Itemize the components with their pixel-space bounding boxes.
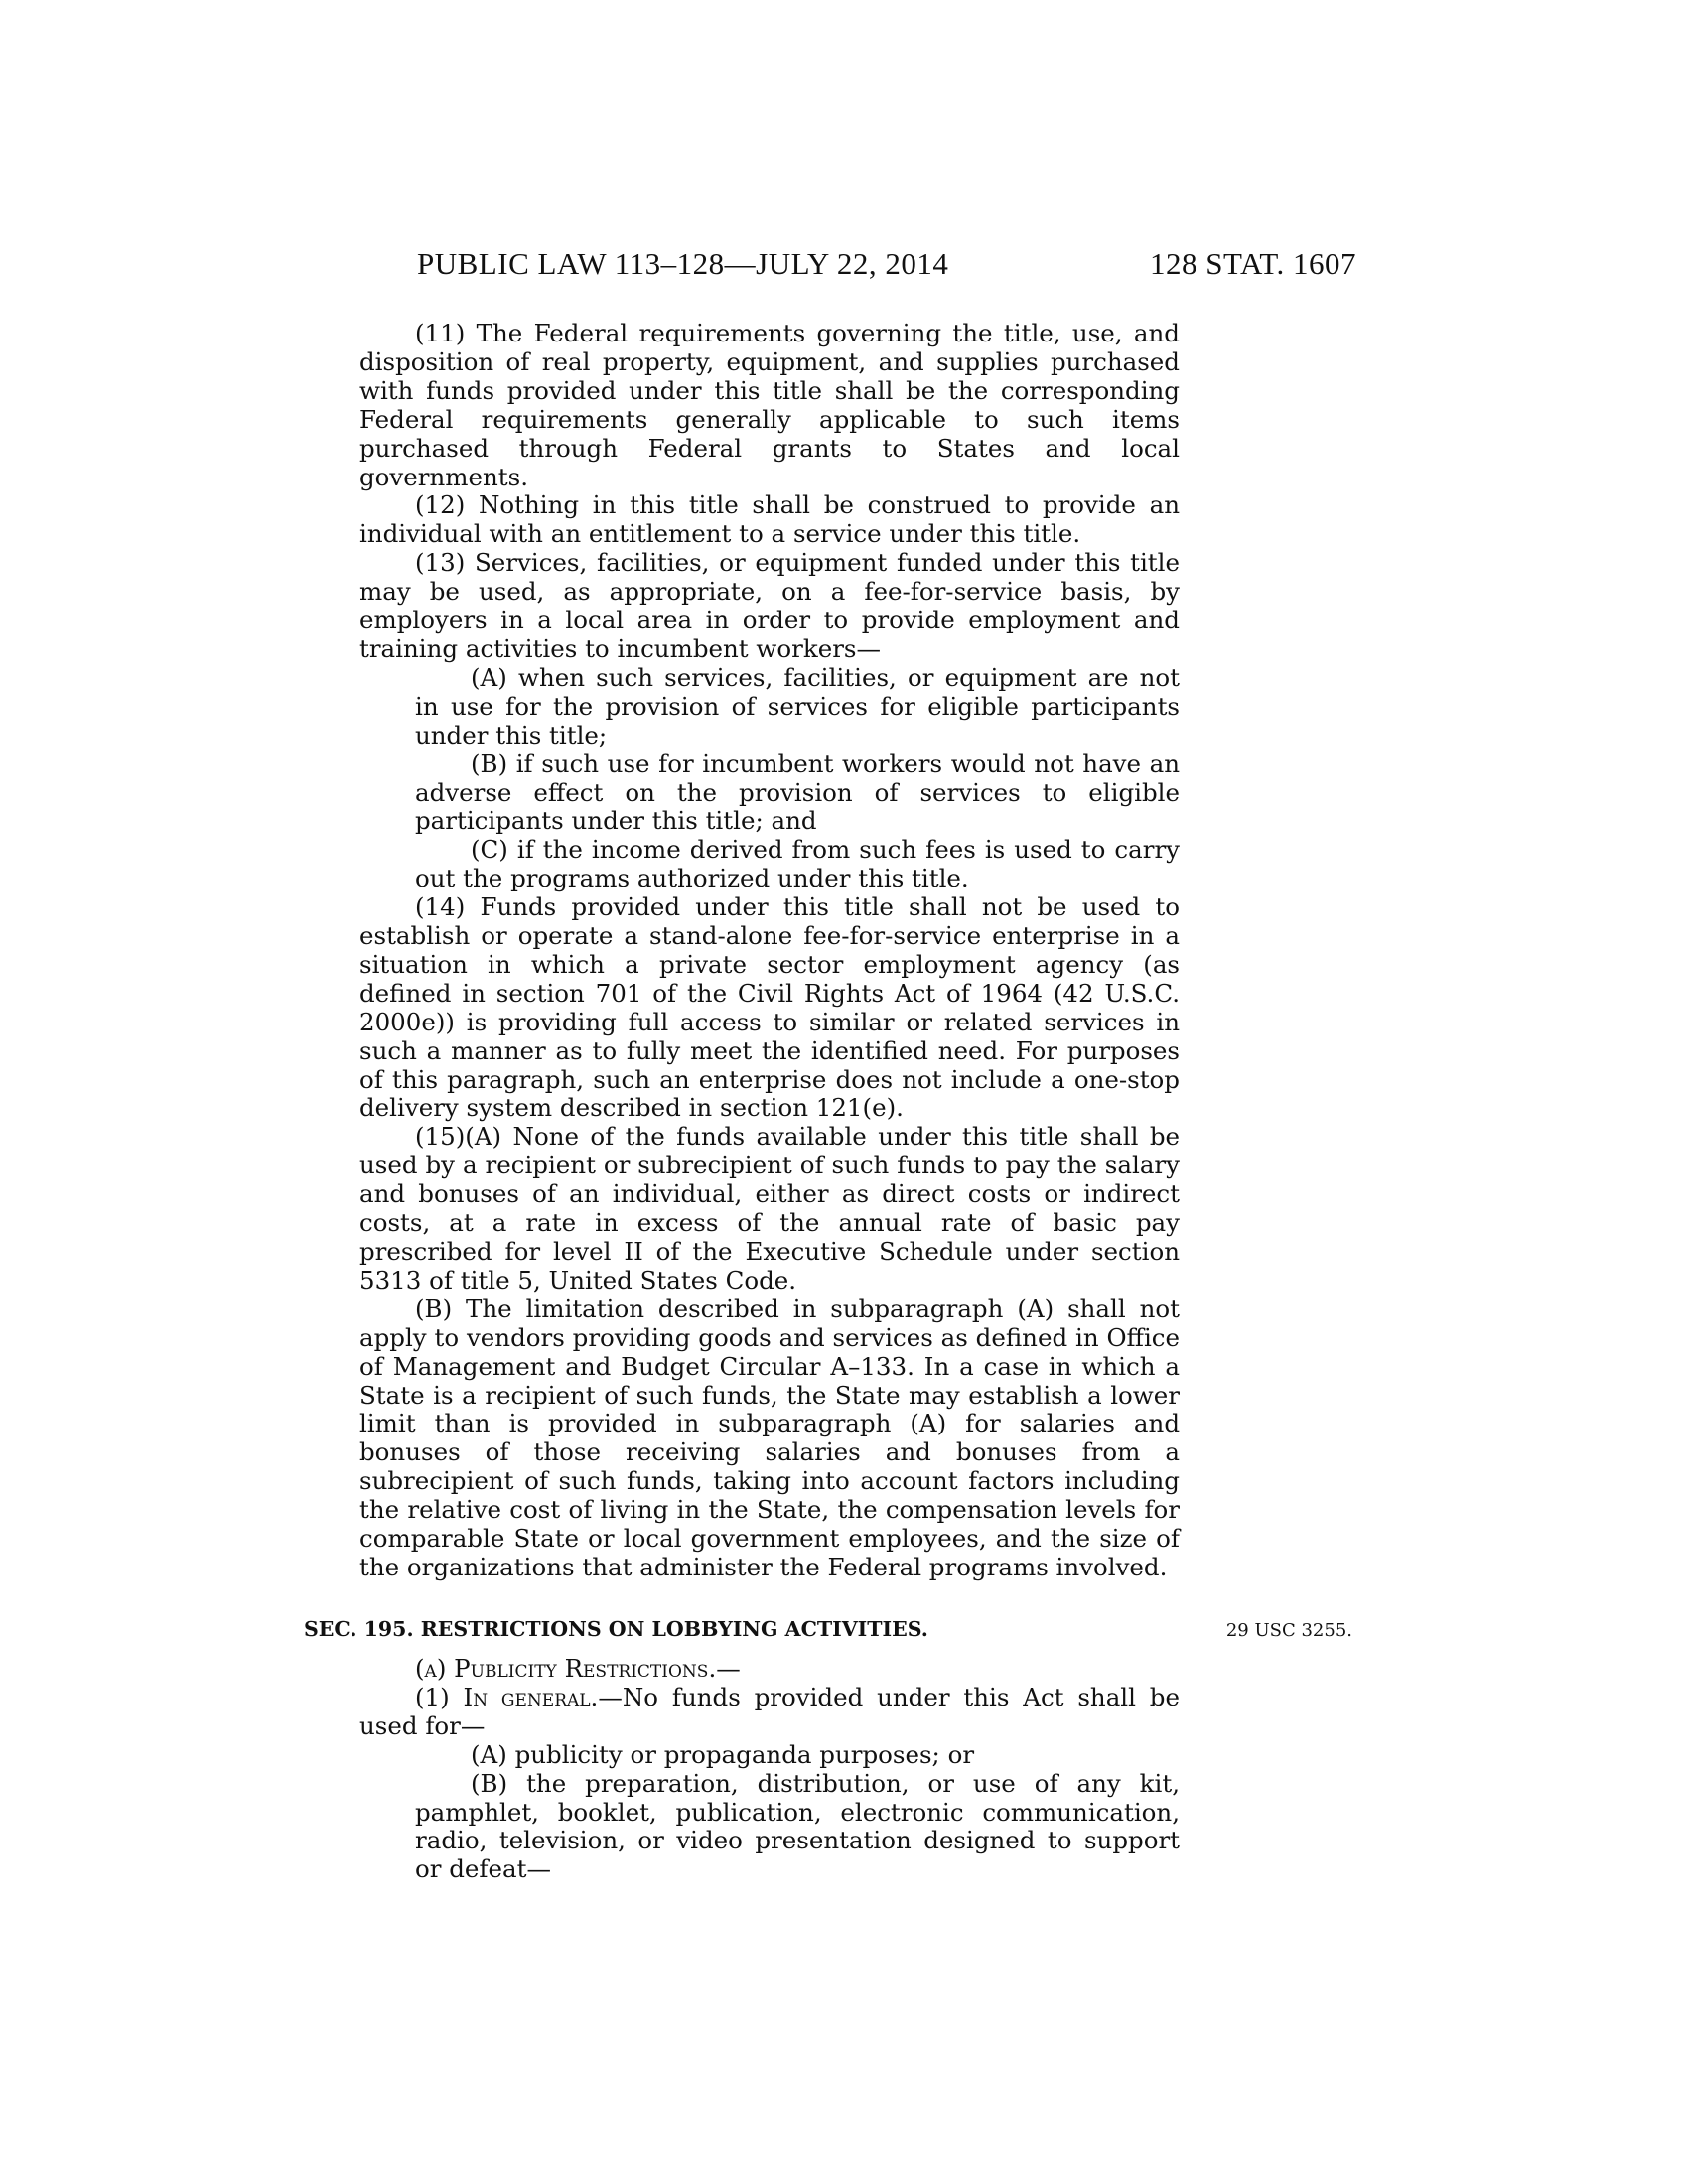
subsection-a-heading: [359, 1655, 1180, 1684]
paragraph-13: (13) Services, facilities, or equipment funded under this title may be used, as appropriate, on a fee-for-service basis, by employers in a local area in order to provide employment and training activities to incumbent workers—: [359, 548, 1180, 663]
paragraph-14: (14) Funds provided under this title shall not be used to establish or operate a stand-alone fee-for-service enterprise in a situation in which a private sector employment agency (as defined in section 701 of the Civil Rights Act of 1964 (42 U.S.C. 2000e)) is providing full access to similar or related services in such a manner as to fully meet the identified need. For purposes of this paragraph, such an enterprise does not include a one-stop delivery system described in section 121(e).: [359, 892, 1180, 1123]
paragraph-12: (12) Nothing in this title shall be construed to provide an individual with an entitlement to a service under this title.: [359, 490, 1180, 549]
subparagraph-13-b: (B) if such use for incumbent workers would not have an adverse effect on the provision of services to eligible participants under this title; and: [415, 749, 1180, 836]
paragraph-a-1: [359, 1684, 1180, 1741]
running-head-title: PUBLIC LAW 113–128—JULY 22, 2014: [417, 246, 949, 281]
subparagraph-a-1-B: (B) the preparation, distribution, or use of any kit, pamphlet, booklet, publication, electronic communication, radio, television, or video presentation designed to support or defeat—: [415, 1768, 1180, 1884]
paragraph-15-a: (15)(A) None of the funds available under this title shall be used by a recipient or subrecipient of such funds to pay the salary and bonuses of an individual, either as direct costs or indirect costs, at a rate in excess of the annual rate of basic pay prescribed for level II of the Executive Schedule under section 5313 of title 5, United States Code.: [359, 1122, 1180, 1295]
statute-body: [359, 320, 1180, 1582]
subparagraph-13-c: (C) if the income derived from such fees is used to carry out the programs authorized under this title.: [415, 835, 1180, 893]
subparagraph-13-a: (A) when such services, facilities, or equipment are not in use for the provision of services for eligible participants under this title;: [415, 662, 1180, 750]
subparagraph-a-1-A: (A) publicity or propaganda purposes; or: [471, 1739, 975, 1769]
page-citation: 128 STAT. 1607: [1150, 246, 1357, 281]
paragraph-a-1-text: —No funds provided under this Act shall be used for—: [359, 1682, 1180, 1740]
section-heading: SEC. 195. RESTRICTIONS ON LOBBYING ACTIVITIES.: [304, 1617, 928, 1641]
paragraph-a-1-label: (1) In general.: [415, 1682, 599, 1711]
section-195-body: [359, 1655, 1180, 1884]
margin-citation: 29 USC 3255.: [1225, 1620, 1352, 1641]
paragraph-11: (11) The Federal requirements governing the title, use, and disposition of real property, equipment, and supplies purchased with funds provided under this title shall be the corresponding Federal requirements generally applicable to such items purchased through Federal grants to States and local governments.: [359, 319, 1180, 491]
subsection-a-heading-text: (a) Publicity Restrictions.—: [415, 1654, 741, 1683]
paragraph-15-b: (B) The limitation described in subparagraph (A) shall not apply to vendors providing goods and services as defined in Office of Management and Budget Circular A–133. In a case in which a State is a recipient of such funds, the State may establish a lower limit than is provided in subparagraph (A) for salaries and bonuses of those receiving salaries and bonuses from a subrecipient of such funds, taking into account factors including the relative cost of living in the State, the compensation levels for comparable State or local government employees, and the size of the organizations that administer the Federal programs involved.: [359, 1294, 1180, 1581]
running-head: [0, 246, 1688, 286]
